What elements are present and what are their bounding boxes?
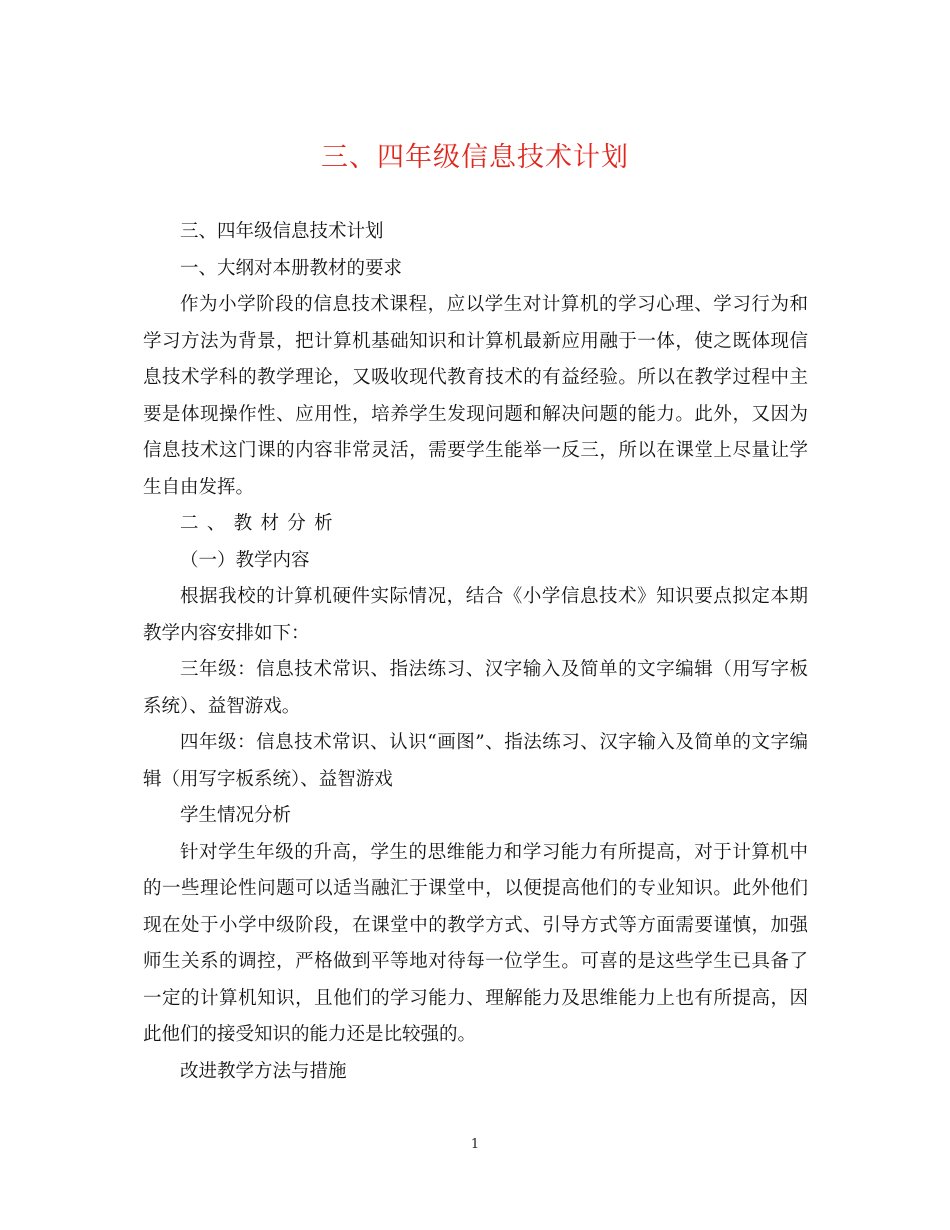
paragraph-grade-four-content: 四年级：信息技术常识、认识“画图”、指法练习、汉字输入及简单的文字编辑（用写字板系统）、益智游戏 xyxy=(143,732,808,790)
subsection-heading-teaching-content: （一）教学内容 xyxy=(180,549,310,571)
document-title: 三、四年级信息技术计划 xyxy=(321,142,629,173)
paragraph-course-overview: 作为小学阶段的信息技术课程，应以学生对计算机的学习心理、学习行为和学习方法为背景，把计算机基础知识和计算机最新应用融于一体，使之既体现信息技术学科的教学理论，又吸收现代教育技术的有益经验。所以在教学过程中主要是体现操作性、应用性，培养学生发现问题和解决问题的能力。此外，又因为信息技术这门课的内容非常灵活，需要学生能举一反三，所以在课堂上尽量让学生自由发挥。 xyxy=(143,294,808,498)
paragraph-student-analysis: 针对学生年级的升高，学生的思维能力和学习能力有所提高，对于计算机中的一些理论性问题可以适当融汇于课堂中，以便提高他们的专业知识。此外他们现在处于小学中级阶段，在课堂中的教学方式、引导方式等方面需要谨慎，加强师生关系的调控，严格做到平等地对待每一位学生。可喜的是这些学生已具备了一定的计算机知识，且他们的学习能力、理解能力及思维能力上也有所提高，因此他们的接受知识的能力还是比较强的。 xyxy=(143,841,808,1045)
document-body xyxy=(143,214,808,1090)
section-heading-teaching-improvements: 改进教学方法与措施 xyxy=(180,1060,347,1082)
paragraph-grade-three-content: 三年级：信息技术常识、指法练习、汉字输入及简单的文字编辑（用写字板系统）、益智游戏。 xyxy=(143,659,808,717)
paragraph-content-arrangement: 根据我校的计算机硬件实际情况，结合《小学信息技术》知识要点拟定本期教学内容安排如下： xyxy=(143,586,808,644)
page-number: 1 xyxy=(470,1137,480,1152)
section-heading-textbook-analysis: 二、教材分析 xyxy=(180,513,341,534)
section-heading-syllabus-requirements: 一、大纲对本册教材的要求 xyxy=(180,257,403,279)
section-heading-student-analysis: 学生情况分析 xyxy=(180,805,292,826)
section-heading-repeat-title: 三、四年级信息技术计划 xyxy=(180,221,384,242)
